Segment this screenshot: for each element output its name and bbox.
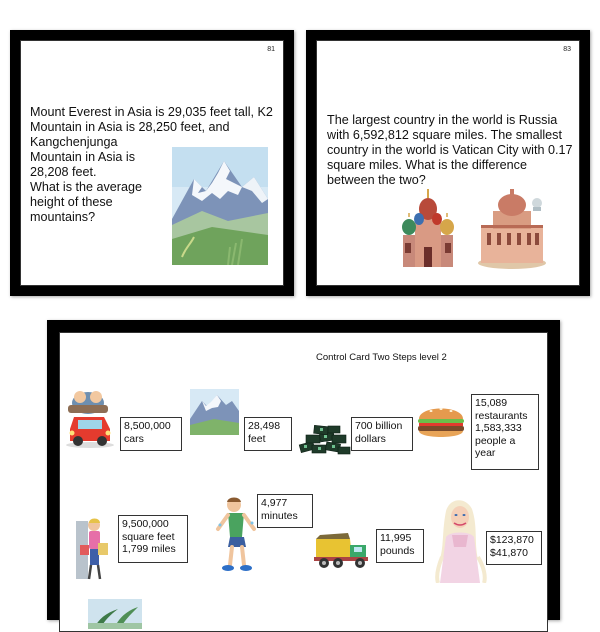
- answer-box-minutes: 4,977 minutes: [257, 494, 313, 528]
- answer-box-restaurants: 15,089 restaurants 1,583,333 people a year: [471, 394, 539, 470]
- dump-truck-illustration-icon: [312, 533, 372, 571]
- shopping-woman-illustration-icon: [74, 515, 110, 581]
- control-card-title: Control Card Two Steps level 2: [316, 352, 447, 363]
- car-illustration-icon: [64, 387, 116, 449]
- vatican-building-illustration-icon: [477, 187, 547, 269]
- control-card: [47, 320, 560, 620]
- answer-box-prices: $123,870 $41,870: [486, 531, 542, 565]
- mountain-illustration-icon: [190, 389, 239, 435]
- answer-box-feet: 28,498 feet: [244, 417, 292, 451]
- task-text: The largest country in the world is Russia with 6,592,812 square miles. The smallest country in the world is Vatican City with 0.17 square miles. What is the difference between the two?: [327, 113, 573, 187]
- answer-box-pounds: 11,995 pounds: [376, 529, 424, 563]
- task-card-81: [10, 30, 294, 296]
- card-81-inner: [20, 40, 284, 286]
- answer-box-square-feet: 9,500,000 square feet 1,799 miles: [118, 515, 188, 563]
- hamburger-illustration-icon: [416, 401, 466, 441]
- card-number: 83: [563, 46, 571, 53]
- fashion-doll-illustration-icon: [432, 497, 490, 583]
- card-83-inner: [316, 40, 580, 286]
- mountain-illustration-icon: [172, 147, 268, 265]
- card-number: 81: [267, 46, 275, 53]
- palm-tree-illustration-icon: [88, 599, 142, 629]
- task-text: Mount Everest in Asia is 29,035 feet tall, K2 Mountain in Asia is 28,250 feet, and Kangchenjunga Mountain in Asia is 28,208 feet. What is the average height of these mountains?: [30, 105, 273, 224]
- answer-box-dollars: 700 billion dollars: [351, 417, 413, 451]
- answer-box-cars: 8,500,000 cars: [120, 417, 182, 451]
- money-stack-illustration-icon: [296, 423, 352, 459]
- control-card-inner: [59, 332, 548, 632]
- task-card-83: [306, 30, 590, 296]
- tired-runner-illustration-icon: [214, 495, 260, 577]
- st-basils-cathedral-illustration-icon: [397, 187, 459, 269]
